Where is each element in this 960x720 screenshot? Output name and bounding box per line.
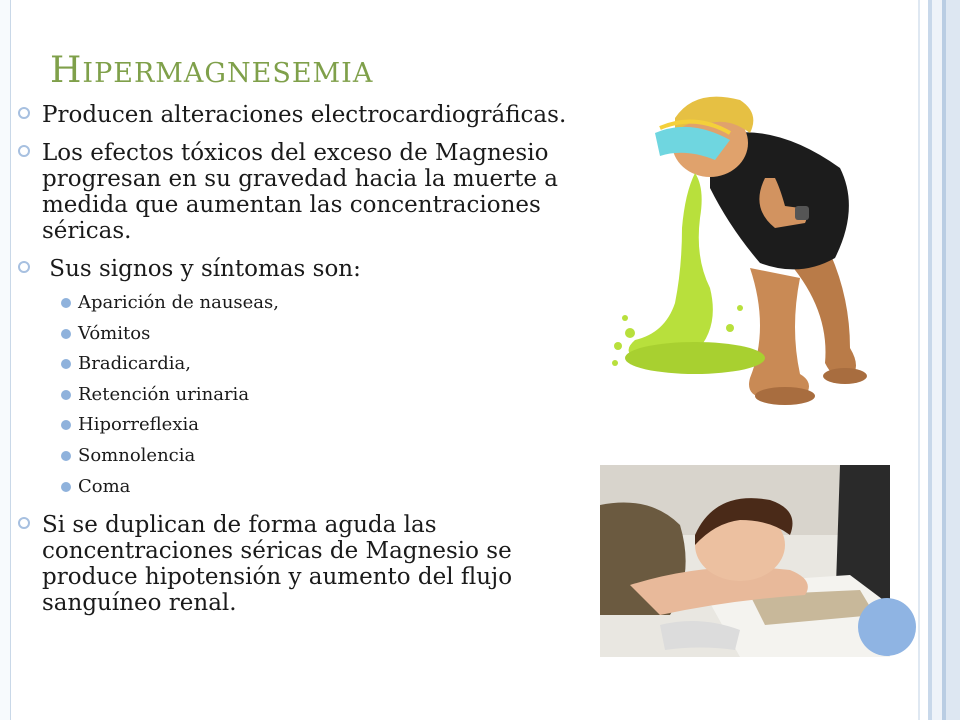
bullet-item (12, 140, 582, 244)
sub-bullet-text: Coma (78, 475, 131, 497)
sub-bullet-text: Aparición de nauseas, (78, 292, 279, 313)
sub-bullet-dot (61, 420, 71, 430)
bullet-icon (18, 107, 30, 119)
sub-bullet-dot (61, 451, 71, 461)
sub-bullet-dot (61, 482, 71, 492)
title-initial: H (50, 50, 83, 91)
sub-bullet-dot (61, 298, 71, 308)
bullet-item (12, 256, 582, 282)
sub-bullet-item (12, 353, 582, 375)
sub-bullet-dot (61, 329, 71, 339)
bullet-text: Sus signos y síntomas son: (42, 256, 361, 282)
sub-bullet-text: Retención urinaria (78, 383, 250, 405)
slide-title (50, 50, 373, 91)
sub-bullet-item (12, 445, 582, 467)
sub-bullet-dot (61, 359, 71, 369)
bullet-icon (18, 145, 30, 157)
bullet-icon (18, 517, 30, 529)
sub-bullet-item (12, 414, 582, 436)
bullet-text: Si se duplican de forma aguda las concentraciones séricas de Magnesio se produce hipotensión y aumento del flujo sanguíneo renal. (42, 511, 513, 616)
title-rest: IPERMAGNESEMIA (82, 58, 374, 89)
right-decorative-stripes (918, 0, 960, 720)
bullet-list (12, 102, 582, 628)
sub-bullet-text: Hiporreflexia (78, 414, 199, 436)
sleeping-woman-photo (600, 465, 890, 657)
sub-bullet-item (12, 292, 582, 314)
sub-bullet-text: Bradicardia, (78, 353, 191, 375)
sub-bullet-item (12, 384, 582, 406)
decorative-blue-circle (858, 598, 916, 656)
bullet-icon (18, 261, 30, 273)
sub-bullet-item (12, 476, 582, 498)
sub-bullet-text: Somnolencia (78, 444, 196, 466)
bullet-text: Los efectos tóxicos del exceso de Magnesio progresan en su gravedad hacia la muerte a medida que aumentan las concentraciones séricas. (42, 140, 558, 244)
bullet-item (12, 102, 582, 128)
bullet-text: Producen alteraciones electrocardiográficas. (42, 102, 567, 128)
sub-bullet-item (12, 323, 582, 345)
sub-bullet-text: Vómitos (78, 322, 151, 344)
left-border (0, 0, 11, 720)
vomiting-cartoon-image (600, 78, 870, 408)
sub-bullet-dot (61, 390, 71, 400)
bullet-item (12, 512, 582, 616)
